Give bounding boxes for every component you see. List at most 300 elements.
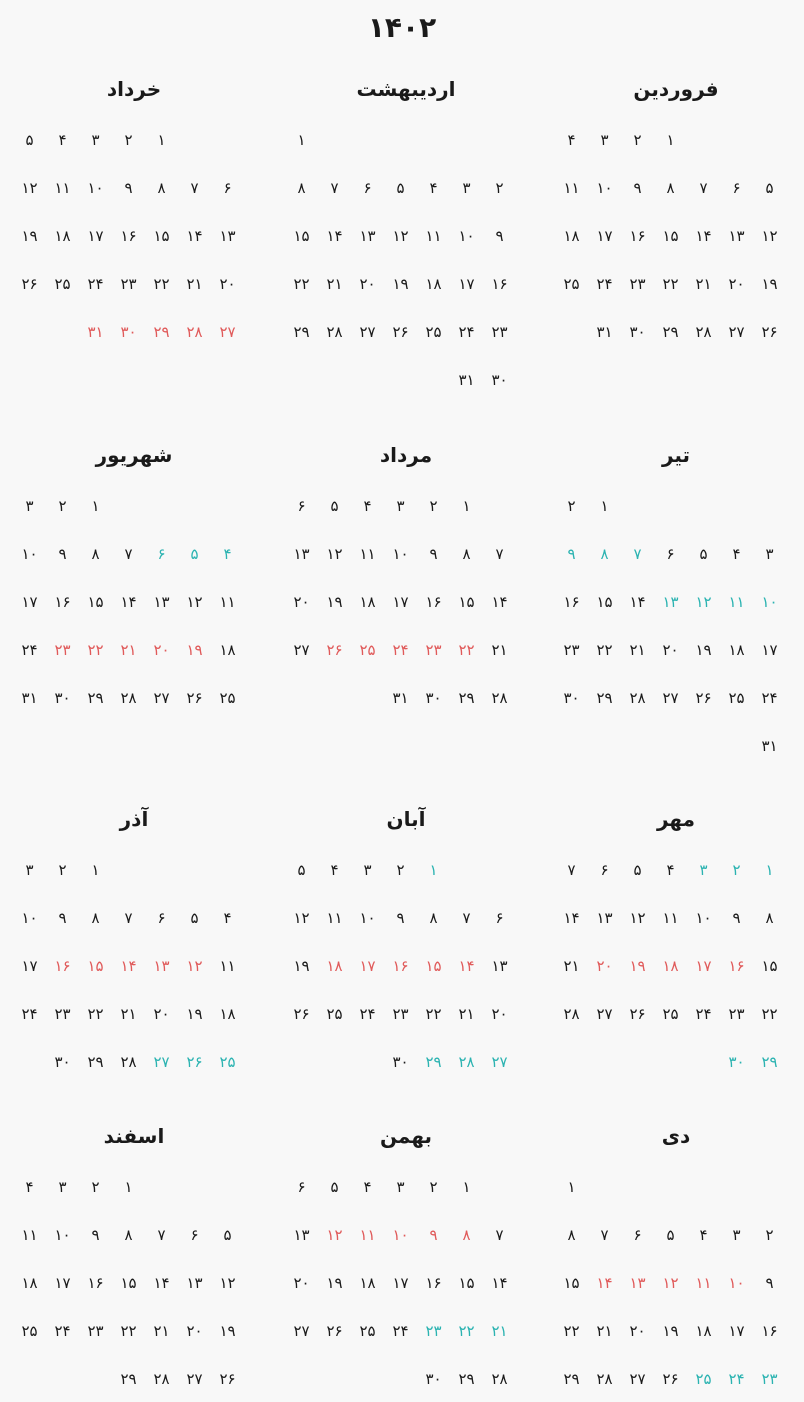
day-cell[interactable]: ۱۶ [629,227,646,245]
day-cell[interactable]: ۲۹ [761,1053,778,1071]
day-cell[interactable]: ۲۹ [87,689,104,707]
day-cell[interactable]: ۱۴ [596,1274,613,1292]
day-cell[interactable]: ۱۰ [21,545,38,563]
day-cell[interactable]: ۲۳ [728,1005,745,1023]
day-cell[interactable]: ۲۱ [326,275,343,293]
day-cell[interactable]: ۲۵ [21,1322,38,1340]
day-cell[interactable]: ۲۳ [491,323,508,341]
day-cell[interactable]: ۹ [58,545,67,563]
day-cell[interactable]: ۴ [429,179,438,197]
day-cell[interactable]: ۲۱ [596,1322,613,1340]
day-cell[interactable]: ۲۵ [695,1370,712,1388]
day-cell[interactable]: ۷ [462,909,471,927]
day-cell[interactable]: ۱۰ [392,545,409,563]
day-cell[interactable]: ۳۰ [120,323,137,341]
day-cell[interactable]: ۸ [157,179,166,197]
day-cell[interactable]: ۲۹ [458,689,475,707]
day-cell[interactable]: ۲۸ [596,1370,613,1388]
day-cell[interactable]: ۱۵ [458,1274,475,1292]
day-cell[interactable]: ۱۳ [153,957,170,975]
day-cell[interactable]: ۲۳ [54,641,71,659]
day-cell[interactable]: ۲ [732,861,741,879]
day-cell[interactable]: ۳۱ [87,323,104,341]
day-cell[interactable]: ۱۷ [392,1274,409,1292]
day-cell[interactable]: ۱۷ [728,1322,745,1340]
day-cell[interactable]: ۲۱ [120,641,137,659]
day-cell[interactable]: ۳۰ [54,1053,71,1071]
day-cell[interactable]: ۲۷ [728,323,745,341]
day-cell[interactable]: ۲ [567,497,576,515]
day-cell[interactable]: ۲۲ [87,641,104,659]
day-cell[interactable]: ۱۵ [153,227,170,245]
day-cell[interactable]: ۲۵ [728,689,745,707]
day-cell[interactable]: ۹ [633,179,642,197]
day-cell[interactable]: ۶ [633,1226,642,1244]
day-cell[interactable]: ۱۸ [359,1274,376,1292]
day-cell[interactable]: ۴ [330,861,339,879]
day-cell[interactable]: ۱۶ [120,227,137,245]
day-cell[interactable]: ۲۴ [359,1005,376,1023]
day-cell[interactable]: ۲۴ [392,641,409,659]
day-cell[interactable]: ۱۳ [596,909,613,927]
day-cell[interactable]: ۱۲ [21,179,38,197]
day-cell[interactable]: ۳۰ [629,323,646,341]
day-cell[interactable]: ۴ [363,497,372,515]
day-cell[interactable]: ۴ [567,131,576,149]
day-cell[interactable]: ۳ [396,1178,405,1196]
day-cell[interactable]: ۶ [190,1226,199,1244]
day-cell[interactable]: ۷ [495,1226,504,1244]
day-cell[interactable]: ۸ [91,909,100,927]
day-cell[interactable]: ۲۵ [359,641,376,659]
day-cell[interactable]: ۸ [297,179,306,197]
day-cell[interactable]: ۱۱ [425,227,442,245]
day-cell[interactable]: ۲۰ [293,593,310,611]
day-cell[interactable]: ۱۱ [326,909,343,927]
day-cell[interactable]: ۱۰ [596,179,613,197]
day-cell[interactable]: ۲۴ [728,1370,745,1388]
day-cell[interactable]: ۶ [363,179,372,197]
day-cell[interactable]: ۳ [732,1226,741,1244]
day-cell[interactable]: ۱۱ [21,1226,38,1244]
day-cell[interactable]: ۶ [297,497,306,515]
day-cell[interactable]: ۳۰ [491,371,508,389]
day-cell[interactable]: ۴ [58,131,67,149]
day-cell[interactable]: ۲۴ [695,1005,712,1023]
day-cell[interactable]: ۲ [124,131,133,149]
day-cell[interactable]: ۲۳ [761,1370,778,1388]
day-cell[interactable]: ۸ [462,545,471,563]
day-cell[interactable]: ۲۷ [662,689,679,707]
day-cell[interactable]: ۲۵ [219,1053,236,1071]
day-cell[interactable]: ۶ [157,545,166,563]
day-cell[interactable]: ۱۸ [662,957,679,975]
day-cell[interactable]: ۱۳ [219,227,236,245]
day-cell[interactable]: ۱۷ [392,593,409,611]
day-cell[interactable]: ۸ [600,545,609,563]
day-cell[interactable]: ۲۸ [629,689,646,707]
day-cell[interactable]: ۸ [462,1226,471,1244]
day-cell[interactable]: ۵ [190,909,199,927]
day-cell[interactable]: ۱۳ [293,1226,310,1244]
day-cell[interactable]: ۱۶ [54,957,71,975]
day-cell[interactable]: ۹ [567,545,576,563]
day-cell[interactable]: ۴ [732,545,741,563]
day-cell[interactable]: ۱۷ [761,641,778,659]
day-cell[interactable]: ۱۷ [87,227,104,245]
day-cell[interactable]: ۲۴ [21,1005,38,1023]
day-cell[interactable]: ۴ [25,1178,34,1196]
day-cell[interactable]: ۳۱ [596,323,613,341]
day-cell[interactable]: ۳ [462,179,471,197]
day-cell[interactable]: ۷ [124,545,133,563]
day-cell[interactable]: ۱۳ [153,593,170,611]
day-cell[interactable]: ۱۸ [54,227,71,245]
day-cell[interactable]: ۷ [330,179,339,197]
day-cell[interactable]: ۲۷ [293,1322,310,1340]
day-cell[interactable]: ۱۴ [120,593,137,611]
day-cell[interactable]: ۲۶ [21,275,38,293]
day-cell[interactable]: ۴ [699,1226,708,1244]
day-cell[interactable]: ۵ [699,545,708,563]
day-cell[interactable]: ۲ [495,179,504,197]
day-cell[interactable]: ۱۰ [21,909,38,927]
day-cell[interactable]: ۱۸ [728,641,745,659]
day-cell[interactable]: ۸ [91,545,100,563]
day-cell[interactable]: ۲۷ [596,1005,613,1023]
day-cell[interactable]: ۱۸ [425,275,442,293]
day-cell[interactable]: ۲۴ [392,1322,409,1340]
day-cell[interactable]: ۲۸ [120,1053,137,1071]
day-cell[interactable]: ۲۹ [293,323,310,341]
day-cell[interactable]: ۸ [429,909,438,927]
day-cell[interactable]: ۱۶ [491,275,508,293]
day-cell[interactable]: ۱ [567,1178,576,1196]
day-cell[interactable]: ۳ [765,545,774,563]
day-cell[interactable]: ۱۲ [186,957,203,975]
day-cell[interactable]: ۹ [429,1226,438,1244]
day-cell[interactable]: ۱۷ [21,957,38,975]
day-cell[interactable]: ۱۲ [293,909,310,927]
day-cell[interactable]: ۲۷ [153,1053,170,1071]
day-cell[interactable]: ۱۹ [293,957,310,975]
day-cell[interactable]: ۲۳ [425,1322,442,1340]
day-cell[interactable]: ۲۷ [219,323,236,341]
day-cell[interactable]: ۱۲ [392,227,409,245]
day-cell[interactable]: ۱ [462,1178,471,1196]
day-cell[interactable]: ۲۹ [87,1053,104,1071]
day-cell[interactable]: ۱۰ [458,227,475,245]
day-cell[interactable]: ۲۰ [186,1322,203,1340]
day-cell[interactable]: ۱۴ [491,1274,508,1292]
day-cell[interactable]: ۱ [765,861,774,879]
day-cell[interactable]: ۲۷ [359,323,376,341]
day-cell[interactable]: ۴ [223,909,232,927]
day-cell[interactable]: ۱۱ [219,957,236,975]
day-cell[interactable]: ۱۱ [662,909,679,927]
day-cell[interactable]: ۳۱ [21,689,38,707]
day-cell[interactable]: ۲۶ [662,1370,679,1388]
day-cell[interactable]: ۶ [732,179,741,197]
day-cell[interactable]: ۱۴ [695,227,712,245]
day-cell[interactable]: ۱۹ [186,1005,203,1023]
day-cell[interactable]: ۱۸ [563,227,580,245]
day-cell[interactable]: ۲۷ [293,641,310,659]
day-cell[interactable]: ۲۸ [326,323,343,341]
day-cell[interactable]: ۲۲ [425,1005,442,1023]
day-cell[interactable]: ۱۷ [54,1274,71,1292]
day-cell[interactable]: ۳ [363,861,372,879]
day-cell[interactable]: ۱۶ [563,593,580,611]
day-cell[interactable]: ۲۸ [458,1053,475,1071]
day-cell[interactable]: ۲ [429,497,438,515]
day-cell[interactable]: ۱۳ [491,957,508,975]
day-cell[interactable]: ۲۰ [153,641,170,659]
day-cell[interactable]: ۲۵ [326,1005,343,1023]
day-cell[interactable]: ۲۷ [153,689,170,707]
day-cell[interactable]: ۱۹ [662,1322,679,1340]
day-cell[interactable]: ۲۵ [563,275,580,293]
day-cell[interactable]: ۲۰ [662,641,679,659]
day-cell[interactable]: ۱۵ [596,593,613,611]
day-cell[interactable]: ۲۳ [54,1005,71,1023]
day-cell[interactable]: ۳۱ [458,371,475,389]
day-cell[interactable]: ۸ [567,1226,576,1244]
day-cell[interactable]: ۸ [124,1226,133,1244]
day-cell[interactable]: ۶ [666,545,675,563]
day-cell[interactable]: ۵ [666,1226,675,1244]
day-cell[interactable]: ۹ [495,227,504,245]
day-cell[interactable]: ۳۱ [761,737,778,755]
day-cell[interactable]: ۳ [699,861,708,879]
day-cell[interactable]: ۷ [600,1226,609,1244]
day-cell[interactable]: ۸ [765,909,774,927]
day-cell[interactable]: ۱۴ [186,227,203,245]
day-cell[interactable]: ۳۰ [392,1053,409,1071]
day-cell[interactable]: ۲۱ [458,1005,475,1023]
day-cell[interactable]: ۲ [765,1226,774,1244]
day-cell[interactable]: ۴ [363,1178,372,1196]
day-cell[interactable]: ۲ [429,1178,438,1196]
day-cell[interactable]: ۱۰ [87,179,104,197]
day-cell[interactable]: ۷ [633,545,642,563]
day-cell[interactable]: ۳۰ [425,1370,442,1388]
day-cell[interactable]: ۲۸ [120,689,137,707]
day-cell[interactable]: ۱۵ [458,593,475,611]
day-cell[interactable]: ۲۳ [629,275,646,293]
day-cell[interactable]: ۲۰ [219,275,236,293]
day-cell[interactable]: ۱۶ [54,593,71,611]
day-cell[interactable]: ۱ [91,497,100,515]
day-cell[interactable]: ۲۵ [425,323,442,341]
day-cell[interactable]: ۱ [297,131,306,149]
day-cell[interactable]: ۱۵ [563,1274,580,1292]
day-cell[interactable]: ۲۲ [458,1322,475,1340]
day-cell[interactable]: ۲۵ [219,689,236,707]
day-cell[interactable]: ۲۸ [186,323,203,341]
day-cell[interactable]: ۱۴ [153,1274,170,1292]
day-cell[interactable]: ۲۱ [153,1322,170,1340]
day-cell[interactable]: ۹ [91,1226,100,1244]
day-cell[interactable]: ۲۹ [662,323,679,341]
day-cell[interactable]: ۶ [600,861,609,879]
day-cell[interactable]: ۳۰ [728,1053,745,1071]
day-cell[interactable]: ۱۰ [761,593,778,611]
day-cell[interactable]: ۱۵ [87,593,104,611]
day-cell[interactable]: ۳ [25,861,34,879]
day-cell[interactable]: ۶ [157,909,166,927]
day-cell[interactable]: ۲۲ [153,275,170,293]
day-cell[interactable]: ۷ [567,861,576,879]
day-cell[interactable]: ۹ [396,909,405,927]
day-cell[interactable]: ۲۱ [120,1005,137,1023]
day-cell[interactable]: ۲۴ [761,689,778,707]
day-cell[interactable]: ۱۶ [392,957,409,975]
day-cell[interactable]: ۱۸ [219,1005,236,1023]
day-cell[interactable]: ۲۸ [491,689,508,707]
day-cell[interactable]: ۱ [666,131,675,149]
day-cell[interactable]: ۱۲ [186,593,203,611]
day-cell[interactable]: ۳۰ [54,689,71,707]
day-cell[interactable]: ۱۰ [728,1274,745,1292]
day-cell[interactable]: ۱۴ [120,957,137,975]
day-cell[interactable]: ۲۱ [491,641,508,659]
day-cell[interactable]: ۳ [58,1178,67,1196]
day-cell[interactable]: ۱۴ [563,909,580,927]
day-cell[interactable]: ۱۴ [491,593,508,611]
day-cell[interactable]: ۱ [157,131,166,149]
day-cell[interactable]: ۱۷ [458,275,475,293]
day-cell[interactable]: ۲۲ [458,641,475,659]
day-cell[interactable]: ۲۷ [629,1370,646,1388]
day-cell[interactable]: ۱۸ [219,641,236,659]
day-cell[interactable]: ۱۶ [425,1274,442,1292]
day-cell[interactable]: ۲۴ [54,1322,71,1340]
day-cell[interactable]: ۲۶ [326,641,343,659]
day-cell[interactable]: ۳ [396,497,405,515]
day-cell[interactable]: ۷ [124,909,133,927]
day-cell[interactable]: ۲۲ [87,1005,104,1023]
day-cell[interactable]: ۱۱ [359,545,376,563]
day-cell[interactable]: ۱۸ [359,593,376,611]
day-cell[interactable]: ۱۲ [326,1226,343,1244]
day-cell[interactable]: ۲۳ [563,641,580,659]
day-cell[interactable]: ۲۲ [120,1322,137,1340]
day-cell[interactable]: ۱ [429,861,438,879]
day-cell[interactable]: ۵ [25,131,34,149]
day-cell[interactable]: ۷ [495,545,504,563]
day-cell[interactable]: ۱۱ [695,1274,712,1292]
day-cell[interactable]: ۲۱ [695,275,712,293]
day-cell[interactable]: ۲۶ [761,323,778,341]
day-cell[interactable]: ۲۰ [491,1005,508,1023]
day-cell[interactable]: ۲۴ [596,275,613,293]
day-cell[interactable]: ۶ [495,909,504,927]
day-cell[interactable]: ۵ [330,1178,339,1196]
day-cell[interactable]: ۲۶ [326,1322,343,1340]
day-cell[interactable]: ۲ [58,861,67,879]
day-cell[interactable]: ۱۳ [629,1274,646,1292]
day-cell[interactable]: ۱۹ [186,641,203,659]
day-cell[interactable]: ۳ [600,131,609,149]
day-cell[interactable]: ۴ [223,545,232,563]
day-cell[interactable]: ۲۲ [662,275,679,293]
day-cell[interactable]: ۱۵ [761,957,778,975]
day-cell[interactable]: ۲۶ [219,1370,236,1388]
day-cell[interactable]: ۲۰ [359,275,376,293]
day-cell[interactable]: ۲۰ [596,957,613,975]
day-cell[interactable]: ۲۹ [596,689,613,707]
day-cell[interactable]: ۱ [600,497,609,515]
day-cell[interactable]: ۱۴ [629,593,646,611]
day-cell[interactable]: ۱۰ [359,909,376,927]
day-cell[interactable]: ۲۵ [359,1322,376,1340]
day-cell[interactable]: ۹ [765,1274,774,1292]
day-cell[interactable]: ۹ [429,545,438,563]
day-cell[interactable]: ۲ [396,861,405,879]
day-cell[interactable]: ۱۸ [326,957,343,975]
day-cell[interactable]: ۲۳ [87,1322,104,1340]
day-cell[interactable]: ۱۵ [87,957,104,975]
day-cell[interactable]: ۱۷ [359,957,376,975]
day-cell[interactable]: ۹ [58,909,67,927]
day-cell[interactable]: ۳۰ [563,689,580,707]
day-cell[interactable]: ۱۲ [662,1274,679,1292]
day-cell[interactable]: ۲۸ [563,1005,580,1023]
day-cell[interactable]: ۱ [91,861,100,879]
day-cell[interactable]: ۲۱ [186,275,203,293]
day-cell[interactable]: ۱۶ [728,957,745,975]
day-cell[interactable]: ۲۷ [491,1053,508,1071]
day-cell[interactable]: ۵ [330,497,339,515]
day-cell[interactable]: ۱۲ [629,909,646,927]
day-cell[interactable]: ۱۹ [21,227,38,245]
day-cell[interactable]: ۱۶ [425,593,442,611]
day-cell[interactable]: ۱۰ [54,1226,71,1244]
day-cell[interactable]: ۱۹ [695,641,712,659]
day-cell[interactable]: ۵ [190,545,199,563]
day-cell[interactable]: ۱۹ [326,1274,343,1292]
day-cell[interactable]: ۲۴ [21,641,38,659]
day-cell[interactable]: ۱۴ [458,957,475,975]
day-cell[interactable]: ۲۴ [87,275,104,293]
day-cell[interactable]: ۱۸ [695,1322,712,1340]
day-cell[interactable]: ۲۶ [695,689,712,707]
day-cell[interactable]: ۱۹ [392,275,409,293]
day-cell[interactable]: ۱۷ [21,593,38,611]
day-cell[interactable]: ۶ [223,179,232,197]
day-cell[interactable]: ۲۶ [186,1053,203,1071]
day-cell[interactable]: ۱۳ [728,227,745,245]
day-cell[interactable]: ۲۱ [563,957,580,975]
day-cell[interactable]: ۲۷ [186,1370,203,1388]
day-cell[interactable]: ۲۲ [761,1005,778,1023]
day-cell[interactable]: ۲۹ [425,1053,442,1071]
day-cell[interactable]: ۱۲ [326,545,343,563]
day-cell[interactable]: ۱۱ [563,179,580,197]
day-cell[interactable]: ۲۸ [491,1370,508,1388]
day-cell[interactable]: ۱۳ [662,593,679,611]
day-cell[interactable]: ۲۸ [153,1370,170,1388]
day-cell[interactable]: ۷ [699,179,708,197]
day-cell[interactable]: ۱۱ [219,593,236,611]
day-cell[interactable]: ۱۰ [695,909,712,927]
day-cell[interactable]: ۱۰ [392,1226,409,1244]
day-cell[interactable]: ۳ [25,497,34,515]
day-cell[interactable]: ۱۹ [629,957,646,975]
day-cell[interactable]: ۱۵ [425,957,442,975]
day-cell[interactable]: ۱۷ [596,227,613,245]
